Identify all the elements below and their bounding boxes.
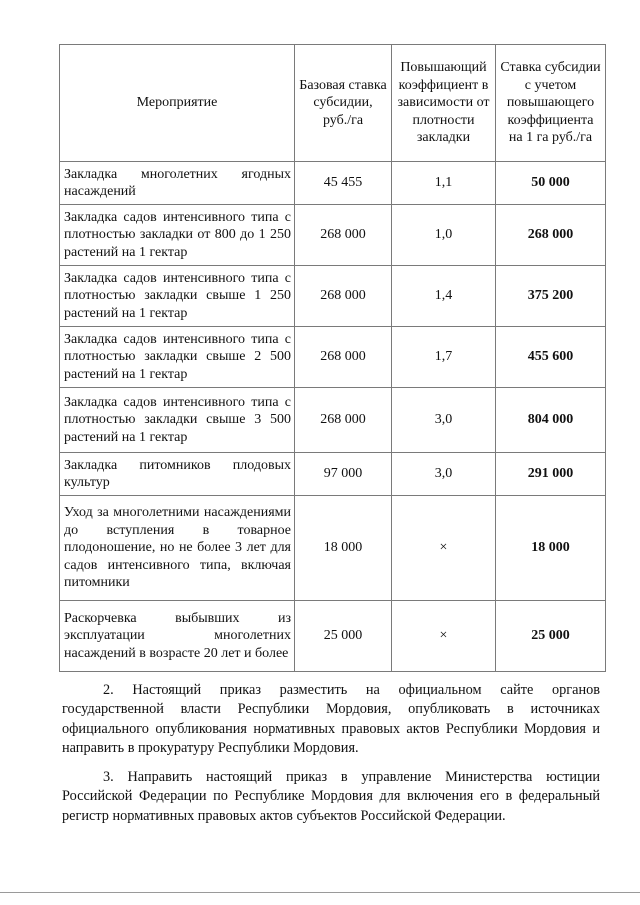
base-rate-cell: 97 000: [295, 453, 392, 496]
table-row: [60, 162, 606, 205]
subsidy-rates-table: [59, 44, 606, 672]
clause-paragraph: 2. Настоящий приказ разместить на официальном сайте органов государственной власти Республики Мордовия, опубликовать в источниках официального опубликования нормативных правовых актов Республики Мордовия и направить в прокуратуру Республики Мордовия.: [62, 682, 600, 756]
coefficient-cell: 1,1: [392, 162, 496, 205]
coefficient-cell: 1,0: [392, 205, 496, 266]
column-header-final-rate: Ставка субсидии с учетом повышающего коэффициента на 1 га руб./га: [496, 45, 606, 162]
activity-cell: Уход за многолетними насаждениями до вступления в товарное плодоношение, но не более 3 лет для садов интенсивного типа, включая питомники: [60, 496, 295, 601]
column-header-base-rate: Базовая ставка субсидии, руб./га: [295, 45, 392, 162]
table-row: [60, 266, 606, 327]
base-rate-cell: 18 000: [295, 496, 392, 601]
table-row: [60, 601, 606, 672]
coefficient-cell: 3,0: [392, 388, 496, 453]
page-bottom-divider: [0, 892, 640, 893]
table-row: [60, 388, 606, 453]
final-rate-cell: 268 000: [496, 205, 606, 266]
table-row: [60, 453, 606, 496]
final-rate-cell: 375 200: [496, 266, 606, 327]
activity-cell: Закладка садов интенсивного типа с плотностью закладки от 800 до 1 250 растений на 1 гектар: [60, 205, 295, 266]
coefficient-cell: 1,7: [392, 327, 496, 388]
table-row: [60, 496, 606, 601]
base-rate-cell: 268 000: [295, 266, 392, 327]
base-rate-cell: 25 000: [295, 601, 392, 672]
activity-cell: Закладка садов интенсивного типа с плотностью закладки свыше 3 500 растений на 1 гектар: [60, 388, 295, 453]
final-rate-cell: 18 000: [496, 496, 606, 601]
activity-cell: Закладка многолетних ягодных насаждений: [60, 162, 295, 205]
activity-cell: Закладка питомников плодовых культур: [60, 453, 295, 496]
coefficient-cell: 3,0: [392, 453, 496, 496]
table-header-row: [60, 45, 606, 162]
activity-cell: Закладка садов интенсивного типа с плотностью закладки свыше 1 250 растений на 1 гектар: [60, 266, 295, 327]
table-row: [60, 327, 606, 388]
column-header-coefficient: Повышающий коэффициент в зависимости от плотности закладки: [392, 45, 496, 162]
coefficient-cell: 1,4: [392, 266, 496, 327]
order-clauses: [62, 681, 600, 826]
final-rate-cell: 455 600: [496, 327, 606, 388]
column-header-activity: Мероприятие: [60, 45, 295, 162]
activity-cell: Закладка садов интенсивного типа с плотностью закладки свыше 2 500 растений на 1 гектар: [60, 327, 295, 388]
base-rate-cell: 268 000: [295, 388, 392, 453]
table-row: [60, 205, 606, 266]
final-rate-cell: 50 000: [496, 162, 606, 205]
clause-paragraph: 3. Направить настоящий приказ в управление Министерства юстиции Российской Федерации по Республике Мордовия для включения его в федеральный регистр нормативных правовых актов субъектов Российской Федерации.: [62, 769, 600, 824]
activity-cell: Раскорчевка выбывших из эксплуатации многолетних насаждений в возрасте 20 лет и более: [60, 601, 295, 672]
final-rate-cell: 291 000: [496, 453, 606, 496]
final-rate-cell: 804 000: [496, 388, 606, 453]
coefficient-cell: ×: [392, 496, 496, 601]
coefficient-cell: ×: [392, 601, 496, 672]
base-rate-cell: 268 000: [295, 327, 392, 388]
final-rate-cell: 25 000: [496, 601, 606, 672]
base-rate-cell: 45 455: [295, 162, 392, 205]
base-rate-cell: 268 000: [295, 205, 392, 266]
